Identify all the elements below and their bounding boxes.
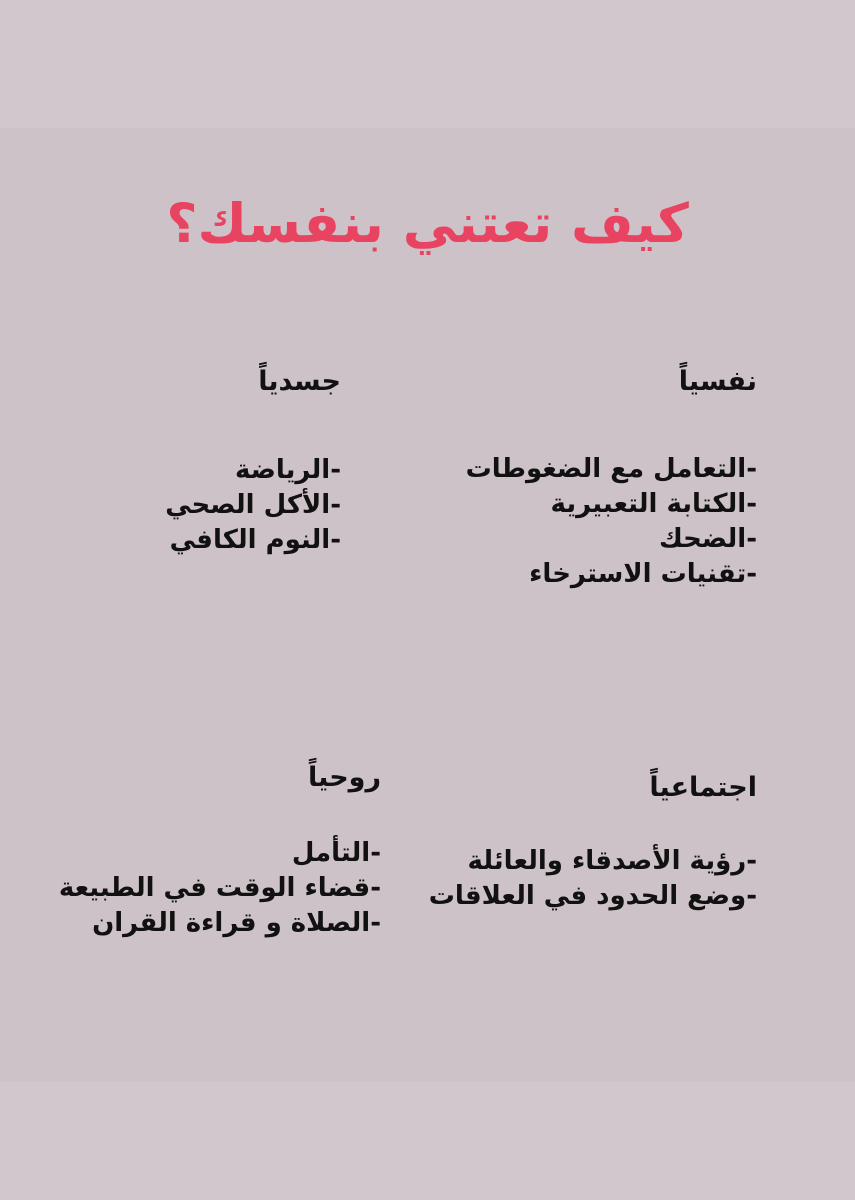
list-item: -التعامل مع الضغوطات: [465, 454, 757, 485]
list-item: -الكتابة التعبيرية: [550, 489, 757, 520]
top-background-band: [0, 0, 855, 128]
section-heading-spiritual: روحياً: [308, 762, 381, 793]
list-item: -الصلاة و قراءة القران: [92, 908, 381, 939]
list-social: [429, 844, 757, 914]
section-heading-social: اجتماعياً: [649, 772, 757, 803]
list-item: -تقنيات الاسترخاء: [529, 559, 757, 590]
list-item: -الرياضة: [234, 455, 341, 486]
list-item: -الضحك: [658, 524, 757, 555]
section-heading-physical: جسدياً: [258, 366, 341, 397]
list-psychological: [466, 452, 757, 592]
list-item: -الأكل الصحي: [165, 490, 341, 521]
list-physical: [165, 453, 341, 558]
section-spiritual: [59, 762, 381, 941]
page-title: كيف تعتني بنفسك؟: [166, 192, 689, 255]
list-item: -رؤية الأصدقاء والعائلة: [467, 846, 757, 877]
list-item: -قضاء الوقت في الطبيعة: [58, 873, 381, 904]
list-item: -وضع الحدود في العلاقات: [428, 881, 757, 912]
section-psychological: [466, 366, 757, 592]
list-item: -التأمل: [291, 838, 381, 869]
list-spiritual: [59, 836, 381, 941]
section-physical: [165, 366, 341, 558]
section-heading-psychological: نفسياً: [678, 366, 757, 397]
section-social: [429, 772, 757, 914]
bottom-background-band: [0, 1082, 855, 1200]
list-item: -النوم الكافي: [169, 525, 341, 556]
